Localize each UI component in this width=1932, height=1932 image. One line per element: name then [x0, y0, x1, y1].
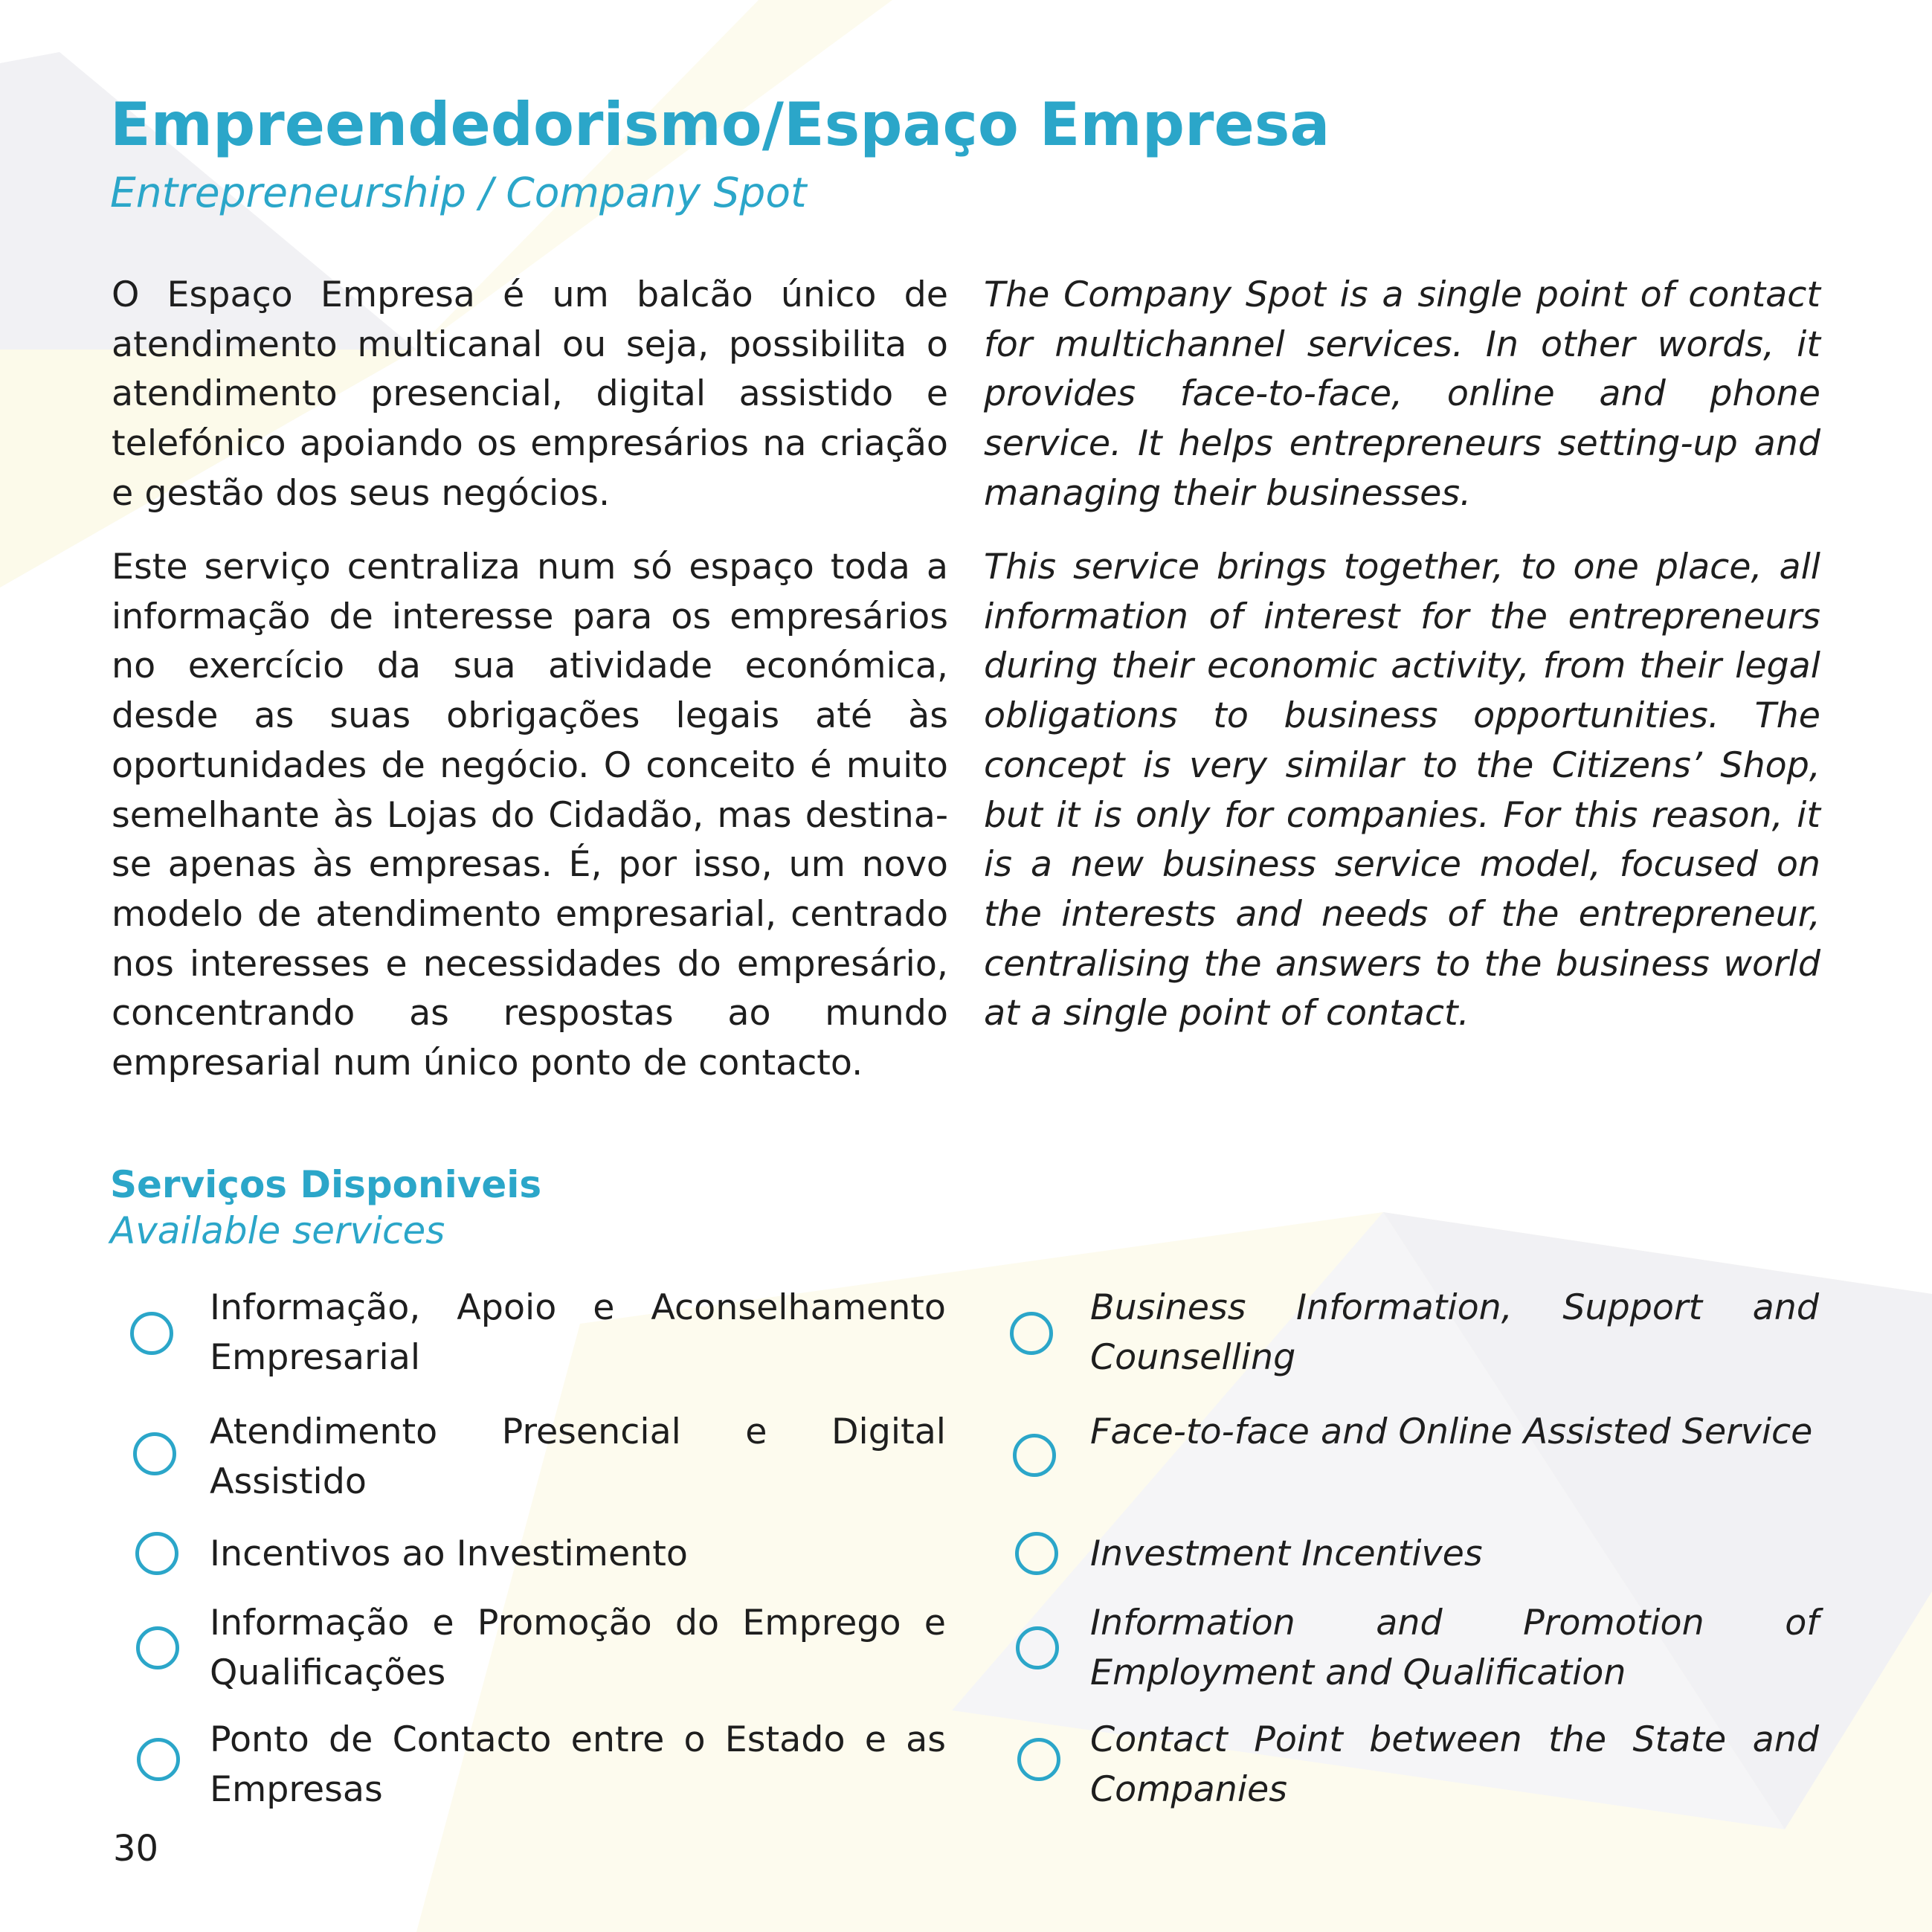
- service-item-pt: Atendimento Presencial e Digital Assistido: [210, 1411, 946, 1502]
- service-item-en: Face-to-face and Online Assisted Service: [1090, 1411, 1813, 1452]
- paragraph-text: Este serviço centraliza num só espaço toda a informação de interesse para os empresários no exercício da sua atividade económica, desde as suas obrigações legais até às oportunidades de negócio. O conceito é muito semelhante às Lojas do Cidadão, mas destina-se apenas às empresas. É, por isso, um novo modelo de atendimento empresarial, centrado nos interesses e necessidades do empresário, concentrando as respostas ao mundo empresarial num único ponto de contacto.: [112, 547, 948, 1084]
- service-item-pt: Informação e Promoção do Emprego e Qualificações: [210, 1603, 946, 1693]
- bullet-circle-icon: [137, 1738, 180, 1781]
- bullet-circle-icon: [1017, 1738, 1060, 1781]
- bullet-circle-icon: [1013, 1434, 1056, 1477]
- bullet-circle-icon: [1010, 1312, 1053, 1355]
- bullet-circle-icon: [1016, 1626, 1059, 1669]
- bullet-circle-icon: [130, 1312, 173, 1355]
- bullet-circle-icon: [133, 1432, 176, 1475]
- page-title: Empreendedorismo/Espaço Empresa: [110, 90, 1330, 159]
- bullet-circle-icon: [136, 1626, 179, 1669]
- intro-pt-paragraph-2: [112, 543, 948, 1089]
- service-item-pt: Ponto de Contacto entre o Estado e as Empresas: [210, 1719, 946, 1810]
- intro-en-paragraph-2: [984, 543, 1820, 1039]
- bullet-circle-icon: [135, 1532, 178, 1575]
- paragraph-text: O Espaço Empresa é um balcão único de atendimento multicanal ou seja, possibilita o atendimento presencial, digital assistido e telefónico apoiando os empresários na criação e gestão dos seus negócios.: [112, 274, 948, 514]
- intro-en-paragraph-1: [984, 271, 1820, 519]
- service-item-en: Contact Point between the State and Companies: [1090, 1719, 1819, 1810]
- service-item-pt: Incentivos ao Investimento: [210, 1533, 688, 1574]
- page-number: 30: [113, 1828, 159, 1870]
- services-subtitle: Available services: [110, 1209, 445, 1252]
- service-item-en: Investment Incentives: [1090, 1533, 1483, 1574]
- service-item-en: Business Information, Support and Counselling: [1090, 1287, 1819, 1378]
- paragraph-text: This service brings together, to one place, all information of interest for the entrepreneurs during their economic activity, from their legal obligations to business opportunities. The concept is very similar to the Citizens’ Shop, but it is only for companies. For this reason, it is a new business service model, focused on the interests and needs of the entrepreneur, centralising the answers to the business world at a single point of contact.: [984, 547, 1820, 1034]
- service-item-en: Information and Promotion of Employment and Qualification: [1090, 1603, 1819, 1693]
- intro-pt-paragraph-1: [112, 271, 948, 519]
- bullet-circle-icon: [1015, 1532, 1058, 1575]
- services-title: Serviços Disponiveis: [110, 1163, 542, 1206]
- page-subtitle: Entrepreneurship / Company Spot: [110, 169, 807, 216]
- paragraph-text: The Company Spot is a single point of contact for multichannel services. In other words, it provides face-to-face, online and phone service. It helps entrepreneurs setting-up and managing their businesses.: [984, 274, 1820, 514]
- service-item-pt: Informação, Apoio e Aconselhamento Empresarial: [210, 1287, 946, 1378]
